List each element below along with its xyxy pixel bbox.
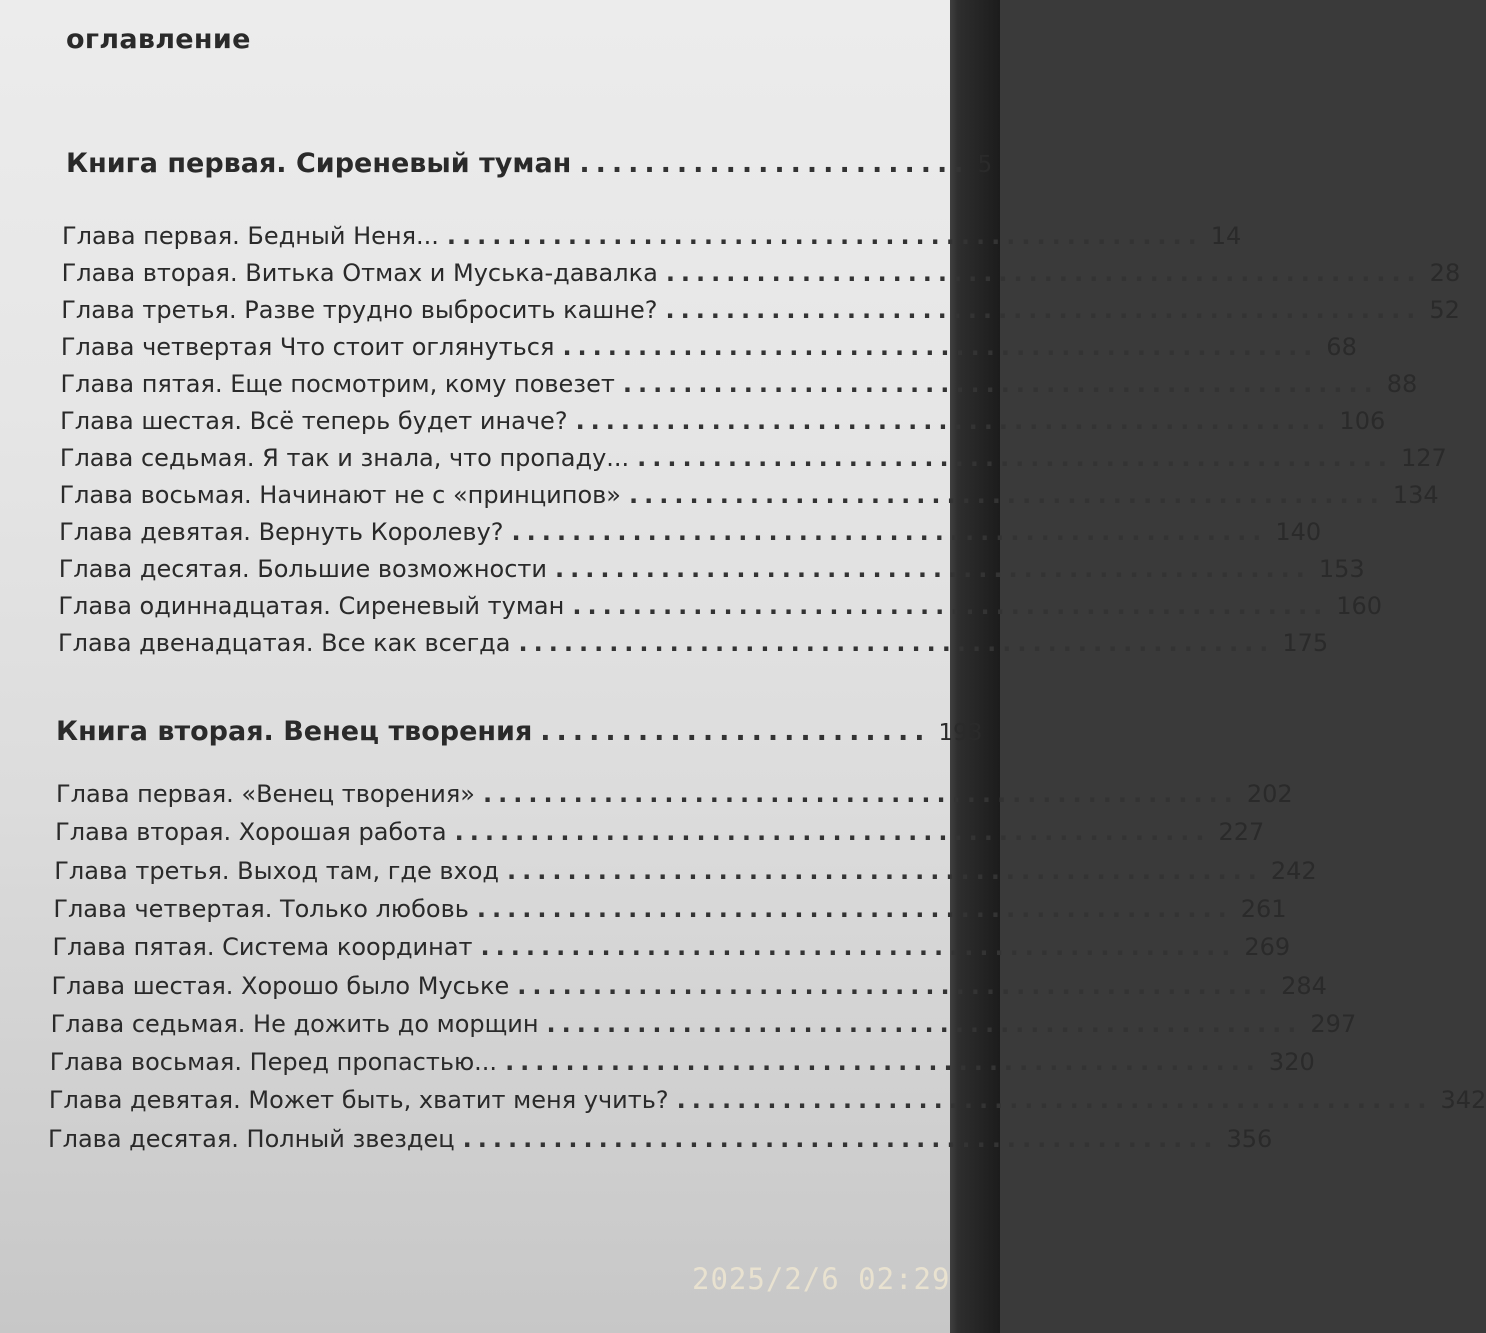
page-number: 320 xyxy=(1268,1048,1315,1077)
chapter-title: Глава седьмая. Я так и знала, что пропаду... xyxy=(59,444,630,472)
toc-chapter-row xyxy=(59,444,1447,472)
page-number: 356 xyxy=(1226,1124,1273,1153)
chapter-title: Глава первая. «Венец творения» xyxy=(56,780,475,808)
page-number: 52 xyxy=(1429,296,1460,324)
dot-leader: .................................................. xyxy=(555,555,1311,583)
dot-leader: .................................................. xyxy=(518,629,1275,657)
chapter-title: Глава девятая. Вернуть Королеву? xyxy=(59,518,504,546)
chapter-title: Глава вторая. Хорошая работа xyxy=(55,818,447,847)
toc-chapter-row xyxy=(53,894,1287,923)
dot-leader: .................................................. xyxy=(480,933,1237,962)
page-number: 106 xyxy=(1339,407,1386,435)
toc-chapter-row xyxy=(61,259,1461,287)
toc-chapter-row xyxy=(54,856,1317,885)
dot-leader: .................................................. xyxy=(575,407,1332,435)
toc-chapter-row xyxy=(59,481,1439,509)
page-number: 68 xyxy=(1326,333,1357,361)
dot-leader: .................................................. xyxy=(462,1124,1219,1153)
toc-chapter-row xyxy=(48,1124,1273,1153)
chapter-title: Глава третья. Разве трудно выбросить кашне? xyxy=(61,296,658,324)
toc-book-1 xyxy=(66,148,993,179)
page-number: 153 xyxy=(1318,555,1365,583)
page-number: 127 xyxy=(1401,444,1447,472)
dot-leader: .................................................. xyxy=(454,818,1211,847)
chapter-title: Глава двенадцатая. Все как всегда xyxy=(58,629,511,657)
chapter-title: Глава десятая. Большие возможности xyxy=(58,555,547,583)
toc-chapter-row xyxy=(62,222,1242,250)
photo-timestamp: 2025/2/6 02:29 xyxy=(692,1262,951,1296)
toc-book-2 xyxy=(56,716,983,747)
page-number: 269 xyxy=(1244,933,1291,962)
toc-chapter-row xyxy=(58,629,1329,657)
toc-chapter-row xyxy=(50,1009,1357,1038)
page-number: 14 xyxy=(1210,222,1242,250)
toc-chapter-row xyxy=(52,933,1291,962)
dot-leader: .................................................. xyxy=(562,333,1319,361)
toc-chapter-row xyxy=(51,971,1327,1000)
page-number: 342 xyxy=(1440,1086,1486,1115)
page-number: 88 xyxy=(1386,370,1418,398)
dot-leader: .................................................. xyxy=(546,1009,1303,1038)
dot-leader: .................................................. xyxy=(446,222,1203,250)
toc-chapter-row xyxy=(60,407,1386,435)
toc-chapter-row xyxy=(49,1048,1315,1077)
page-number: 134 xyxy=(1392,481,1439,509)
page-number: 160 xyxy=(1336,592,1382,620)
dot-leader: .................................................. xyxy=(676,1086,1433,1115)
chapter-title: Глава третья. Выход там, где вход xyxy=(54,856,499,885)
dot-leader: .................................................. xyxy=(665,259,1422,287)
toc-heading: оглавление xyxy=(66,24,251,55)
toc-chapter-row xyxy=(60,333,1357,361)
dot-leader: ........................ xyxy=(540,716,931,747)
chapter-title: Глава одиннадцатая. Сиреневый туман xyxy=(58,592,565,620)
chapter-title: Глава седьмая. Не дожить до морщин xyxy=(50,1009,539,1038)
page-number: 284 xyxy=(1281,971,1327,1000)
page-number: 193 xyxy=(938,720,983,746)
chapter-title: Глава десятая. Полный звездец xyxy=(48,1124,455,1153)
page-number: 261 xyxy=(1240,894,1287,923)
chapter-title: Глава шестая. Всё теперь будет иначе? xyxy=(60,407,568,435)
dot-leader: .................................................. xyxy=(482,780,1239,808)
toc-chapter-row xyxy=(61,296,1460,324)
toc-chapter-row xyxy=(58,555,1365,583)
toc-chapter-row xyxy=(60,370,1418,398)
toc-chapter-row xyxy=(59,518,1322,546)
book-title: Книга первая. Сиреневый туман xyxy=(66,148,572,179)
dot-leader: .................................................. xyxy=(505,1048,1261,1077)
chapter-title: Глава шестая. Хорошо было Муське xyxy=(51,971,510,1000)
page-number: 28 xyxy=(1429,259,1461,287)
page-number: 297 xyxy=(1310,1009,1357,1038)
dot-leader: .................................................. xyxy=(572,592,1329,620)
chapter-title: Глава восьмая. Перед пропастью... xyxy=(49,1048,498,1077)
dot-leader: .................................................. xyxy=(628,481,1385,509)
toc-chapter-row xyxy=(56,780,1293,808)
chapter-title: Глава первая. Бедный Неня... xyxy=(62,222,439,250)
dot-leader: .................................................. xyxy=(665,296,1422,324)
chapter-title: Глава вторая. Витька Отмах и Муська-давалка xyxy=(61,259,658,287)
chapter-title: Глава четвертая. Только любовь xyxy=(53,894,469,923)
page-number: 242 xyxy=(1270,856,1317,885)
page-number: 175 xyxy=(1282,629,1329,657)
dot-leader: .................................................. xyxy=(476,894,1233,923)
page-number: 5 xyxy=(977,152,993,178)
chapter-title: Глава восьмая. Начинают не с «принципов» xyxy=(59,481,621,509)
dot-leader: .................................................. xyxy=(506,856,1263,885)
toc-chapter-row xyxy=(55,818,1265,847)
dot-leader: .................................................. xyxy=(511,518,1268,546)
dot-leader: .................................................. xyxy=(622,370,1379,398)
dot-leader: .................................................. xyxy=(517,971,1274,1000)
book-title: Книга вторая. Венец творения xyxy=(56,716,533,747)
chapter-title: Глава пятая. Еще посмотрим, кому повезет xyxy=(60,370,615,398)
toc-chapter-row xyxy=(58,592,1382,620)
chapter-title: Глава четвертая Что стоит оглянуться xyxy=(60,333,555,361)
toc-chapter-row xyxy=(48,1086,1486,1115)
chapter-title: Глава пятая. Система координат xyxy=(52,933,473,962)
chapter-title: Глава девятая. Может быть, хватит меня учить? xyxy=(48,1086,669,1115)
dot-leader: .................................................. xyxy=(637,444,1394,472)
page-number: 227 xyxy=(1218,818,1265,847)
page-number: 202 xyxy=(1246,780,1293,808)
dot-leader: ........................ xyxy=(579,148,970,179)
page-number: 140 xyxy=(1275,518,1322,546)
